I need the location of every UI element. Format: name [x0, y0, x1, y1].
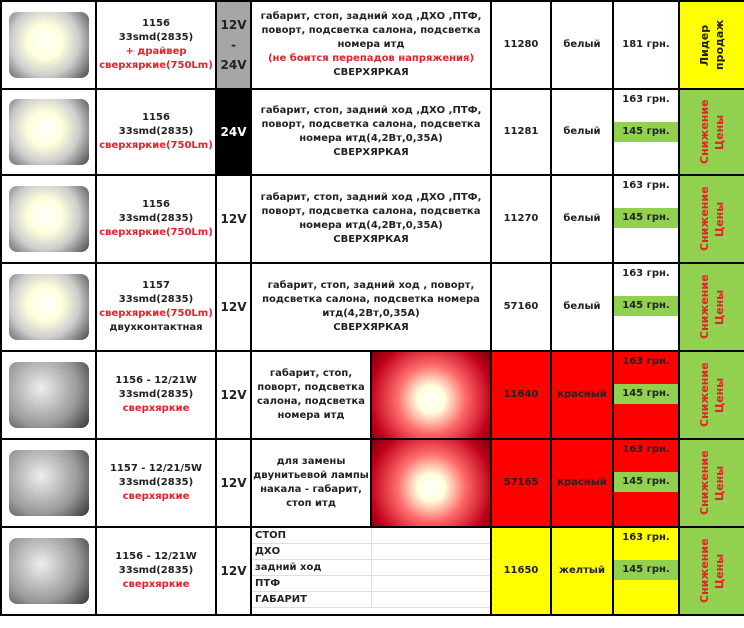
voltage-cell: [216, 263, 251, 351]
model-highlight: сверхяркие: [122, 491, 190, 502]
badge-text: Снижение Цены: [698, 274, 726, 340]
description-line: номера итд: [277, 410, 345, 421]
description-cell: [251, 439, 371, 527]
voltage-cell: [216, 1, 251, 89]
product-row: [1, 89, 744, 175]
new-price: 145 грн.: [614, 560, 678, 580]
badge-text: Снижение Цены: [698, 450, 726, 516]
led-bulb-image: [9, 99, 89, 165]
product-row: [1, 1, 744, 89]
description-line: для замены: [276, 456, 346, 467]
article-code: 57165: [491, 439, 551, 527]
model-highlight: сверхяркие(750Lm): [99, 60, 213, 71]
product-image: [1, 439, 96, 527]
description-warning: (не боится перепадов напряжения): [267, 53, 475, 64]
price-drop-badge: [679, 351, 744, 439]
description-line: салона, подсветка: [256, 396, 366, 407]
model-note: двухконтактная: [109, 322, 203, 333]
product-image: [1, 527, 96, 615]
price-cell: [613, 1, 679, 89]
badge-text: Снижение Цены: [698, 538, 726, 604]
led-bulb-image: [9, 362, 89, 428]
description-line: номера итд(4,2Вт,0,35А): [299, 220, 443, 231]
article-code: 11650: [491, 527, 551, 615]
product-image: [1, 175, 96, 263]
description-cell: [251, 263, 491, 351]
led-bulb-image: [9, 186, 89, 252]
old-price: 163 грн.: [622, 356, 670, 367]
usage-item: задний ход: [252, 560, 371, 576]
model-line: 33smd(2835): [118, 389, 194, 400]
description-cell: [251, 1, 491, 89]
model-line: 1156: [142, 199, 170, 210]
voltage: 24V: [220, 125, 247, 139]
old-price: 163 грн.: [622, 268, 670, 279]
price-cell: [613, 527, 679, 615]
description-line: подсветка салона, подсветка номера: [262, 294, 480, 305]
description-cell: [251, 351, 371, 439]
voltage-cell: [216, 175, 251, 263]
model-cell: [96, 439, 216, 527]
glowing-bulb-photo: [371, 439, 491, 527]
description-line: поворт, подсветка салона, подсветка: [261, 25, 481, 36]
light-color: красный: [551, 351, 613, 439]
model-line: 33smd(2835): [118, 294, 194, 305]
old-price: 163 грн.: [622, 94, 670, 105]
article-code: 57160: [491, 263, 551, 351]
voltage: 12V: [220, 300, 247, 314]
usage-item: СТОП: [252, 528, 371, 544]
model-line: 1156 - 12/21W: [115, 375, 197, 386]
glowing-bulb-photo: [371, 351, 491, 439]
description-line: поворт, подсветка: [257, 382, 365, 393]
voltage: 12V: [220, 476, 247, 490]
model-line: 1156: [142, 18, 170, 29]
model-cell: [96, 89, 216, 175]
price-drop-badge: [679, 263, 744, 351]
description-tagline: СВЕРХЯРКАЯ: [333, 67, 409, 78]
badge-text: Лидер продаж: [698, 19, 726, 71]
model-cell: [96, 527, 216, 615]
model-line: 33smd(2835): [118, 126, 194, 137]
light-color: белый: [551, 175, 613, 263]
price-drop-badge: [679, 527, 744, 615]
product-image: [1, 263, 96, 351]
light-color: белый: [551, 1, 613, 89]
model-line: 33smd(2835): [118, 32, 194, 43]
new-price: 145 грн.: [614, 384, 678, 404]
price-cell: [613, 351, 679, 439]
voltage: 12V: [220, 388, 247, 402]
price-drop-badge: [679, 439, 744, 527]
badge-text: Снижение Цены: [698, 186, 726, 252]
voltage-cell: [216, 527, 251, 615]
description-line: накала - габарит,: [260, 484, 362, 495]
price-cell: [613, 263, 679, 351]
model-line: 1157 - 12/21/5W: [109, 463, 203, 474]
description-line: итд(4,2Вт,0,35А): [322, 308, 420, 319]
old-price: 163 грн.: [622, 532, 670, 543]
description-line: габарит, стоп, задний ход , поворт,: [267, 280, 475, 291]
usage-item: ДХО: [252, 544, 371, 560]
badge-text: Снижение Цены: [698, 362, 726, 428]
model-line: 1156: [142, 112, 170, 123]
led-bulb-image: [9, 538, 89, 604]
description-line: поворт, подсветка салона, подсветка: [261, 119, 481, 130]
led-bulb-image: [9, 274, 89, 340]
model-highlight: сверхяркие(750Lm): [99, 227, 213, 238]
voltage-cell: [216, 439, 251, 527]
usage-item: ГАБАРИТ: [252, 592, 371, 608]
description-cell: [251, 175, 491, 263]
light-color: белый: [551, 89, 613, 175]
voltage: 12V - 24V: [220, 18, 247, 72]
model-line: 1157: [142, 280, 170, 291]
model-highlight: сверхяркие(750Lm): [99, 140, 213, 151]
voltage-cell: [216, 89, 251, 175]
light-color: белый: [551, 263, 613, 351]
bestseller-badge: [679, 1, 744, 89]
description-line: номера итд: [337, 39, 405, 50]
old-price: 163 грн.: [622, 444, 670, 455]
product-image: [1, 89, 96, 175]
new-price: 145 грн.: [614, 122, 678, 142]
new-price: 145 грн.: [614, 472, 678, 492]
product-row: [1, 351, 744, 439]
article-code: 11640: [491, 351, 551, 439]
description-line: стоп итд: [286, 498, 336, 509]
article-code: 11281: [491, 89, 551, 175]
model-line: 33smd(2835): [118, 213, 194, 224]
model-line: 1156 - 12/21W: [115, 551, 197, 562]
description-line: двунитьевой лампы: [253, 470, 369, 481]
price-cell: [613, 89, 679, 175]
light-color: желтый: [551, 527, 613, 615]
price-cell: [613, 439, 679, 527]
model-highlight: сверхяркие: [122, 403, 190, 414]
article-code: 11280: [491, 1, 551, 89]
new-price: 145 грн.: [614, 296, 678, 316]
model-line: 33smd(2835): [118, 477, 194, 488]
description-line: габарит, стоп, задний ход ,ДХО ,ПТФ,: [260, 11, 482, 22]
model-line: 33smd(2835): [118, 565, 194, 576]
price-drop-badge: [679, 175, 744, 263]
led-bulb-image: [9, 450, 89, 516]
voltage-cell: [216, 351, 251, 439]
article-code: 11270: [491, 175, 551, 263]
description-tagline: СВЕРХЯРКАЯ: [333, 147, 409, 158]
model-highlight: + драйвер: [125, 46, 187, 57]
new-price: 145 грн.: [614, 208, 678, 228]
price: 181 грн.: [622, 39, 670, 50]
model-cell: [96, 263, 216, 351]
description-cell: [251, 89, 491, 175]
product-image: [1, 1, 96, 89]
description-tagline: СВЕРХЯРКАЯ: [333, 234, 409, 245]
led-bulb-image: [9, 12, 89, 78]
badge-text: Снижение Цены: [698, 99, 726, 165]
price-drop-badge: [679, 89, 744, 175]
product-row: [1, 527, 744, 615]
model-highlight: сверхяркие: [122, 579, 190, 590]
description-tagline: СВЕРХЯРКАЯ: [333, 322, 409, 333]
description-line: габарит, стоп,: [269, 368, 353, 379]
product-row: [1, 175, 744, 263]
model-cell: [96, 1, 216, 89]
model-cell: [96, 175, 216, 263]
price-cell: [613, 175, 679, 263]
product-row: [1, 439, 744, 527]
description-line: габарит, стоп, задний ход ,ДХО ,ПТФ,: [260, 192, 482, 203]
description-line: габарит, стоп, задний ход ,ДХО ,ПТФ,: [260, 105, 482, 116]
description-line: поворт, подсветка салона, подсветка: [261, 206, 481, 217]
usage-item: ПТФ: [252, 576, 371, 592]
voltage: 12V: [220, 212, 247, 226]
product-image: [1, 351, 96, 439]
usage-list-cell: [251, 527, 491, 615]
light-color: красный: [551, 439, 613, 527]
old-price: 163 грн.: [622, 180, 670, 191]
description-line: номера итд(4,2Вт,0,35А): [299, 133, 443, 144]
voltage: 12V: [220, 564, 247, 578]
model-cell: [96, 351, 216, 439]
model-highlight: сверхяркие(750Lm): [99, 308, 213, 319]
product-row: [1, 263, 744, 351]
